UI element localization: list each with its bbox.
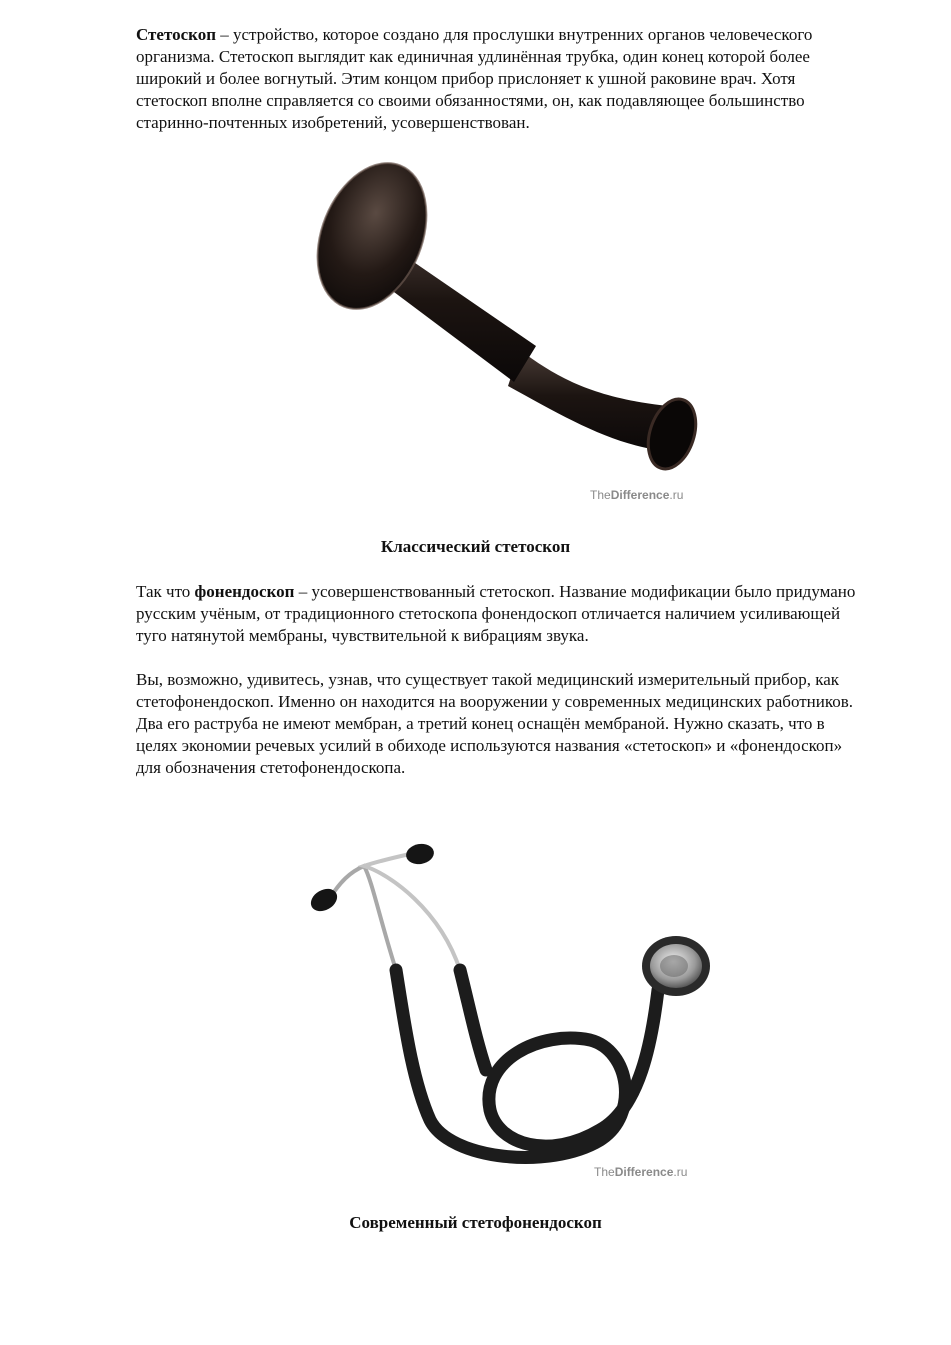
tubing-second: [460, 970, 486, 1070]
caption-classic: Классический стетоскоп: [380, 537, 571, 556]
para3-text: Вы, возможно, удивитесь, узнав, что существует такой медицинский измерительный прибор, как стетофонендоскоп. Именно он находится на вооружении у современных медицинских работников. Два его раструба не имеют мембран, а третий конец оснащён мембраной. Нужно сказать, что в целях экономии речевых усилий в обиходе используются названия «стетоскоп» и «фонендоскоп» для обозначения стетофонендоскопа.: [136, 670, 854, 777]
term-stethoscope: Стетоскоп: [136, 25, 216, 44]
stethophonendoscope-paragraph: [136, 669, 866, 779]
term-phonendoscope: фонендоскоп: [194, 582, 295, 601]
watermark-2: TheDifference.ru: [594, 1165, 688, 1179]
classic-stethoscope-image: [300, 150, 720, 510]
watermark-1: TheDifference.ru: [590, 488, 684, 502]
phonendoscope-paragraph: [136, 581, 866, 647]
para2-prefix: Так что: [136, 582, 195, 601]
binaural-left: [330, 866, 396, 970]
caption-modern: Современный стетофонендоскоп: [349, 1213, 602, 1232]
classic-stethoscope-illustration: [300, 150, 720, 510]
intro-text: – устройство, которое создано для прослушки внутренних органов человеческого организма. Стетоскоп выглядит как единичная удлинённая трубка, один конец которой более широкий и более вогнутый. Этим концом прибор прислоняет к ушной раковине врач. Хотя стетоскоп вполне справляется со своими обязанностями, он, как подавляющее большинство старинно-почтенных изобретений, усовершенствован.: [136, 25, 813, 132]
tubing: [396, 970, 658, 1157]
para2-text: – усовершенствованный стетоскоп. Название модификации было придумано русским учёным, от традиционного стетоскопа фонендоскоп отличается наличием усиливающей туго натянутой мембраны, чувствительной к вибрациям звука.: [136, 582, 856, 645]
modern-stethophonendoscope-image: [300, 840, 720, 1185]
ear-tip-right: [404, 842, 435, 867]
modern-stethoscope-illustration: [300, 840, 720, 1185]
intro-paragraph: [136, 24, 866, 134]
